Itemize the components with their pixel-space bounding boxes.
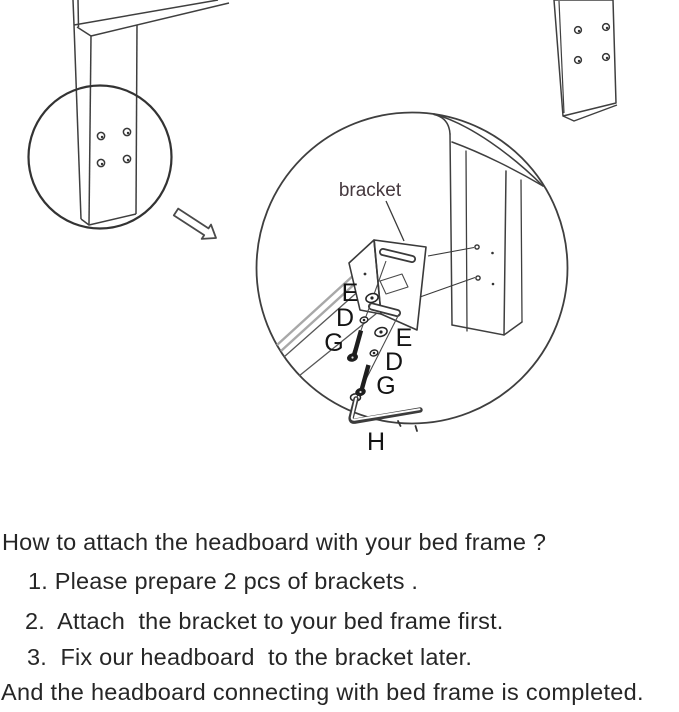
zoom-arrow-icon bbox=[174, 209, 216, 239]
magnifier-circle bbox=[29, 86, 172, 229]
step-2: 2. Attach the bracket to your bed frame first. bbox=[25, 608, 504, 634]
label-h: H bbox=[366, 428, 386, 456]
label-d1: D bbox=[335, 304, 355, 332]
label-g2: G bbox=[376, 372, 396, 400]
label-e1: E bbox=[341, 279, 359, 307]
label-e2: E bbox=[395, 324, 413, 352]
headboard-leg-topleft bbox=[73, 0, 229, 225]
step-3: 3. Fix our headboard to the bracket later. bbox=[27, 644, 473, 670]
question-heading: How to attach the headboard with your bed frame ? bbox=[2, 529, 547, 555]
step-1: 1. Please prepare 2 pcs of brackets . bbox=[28, 568, 419, 594]
callout-bracket: bracket bbox=[338, 180, 402, 201]
completion-note: And the headboard connecting with bed frame is completed. bbox=[1, 679, 644, 705]
label-g1: G bbox=[324, 329, 344, 357]
label-d2: D bbox=[384, 348, 404, 376]
detail-circle bbox=[257, 113, 568, 457]
leg-screw-holes bbox=[97, 128, 130, 166]
